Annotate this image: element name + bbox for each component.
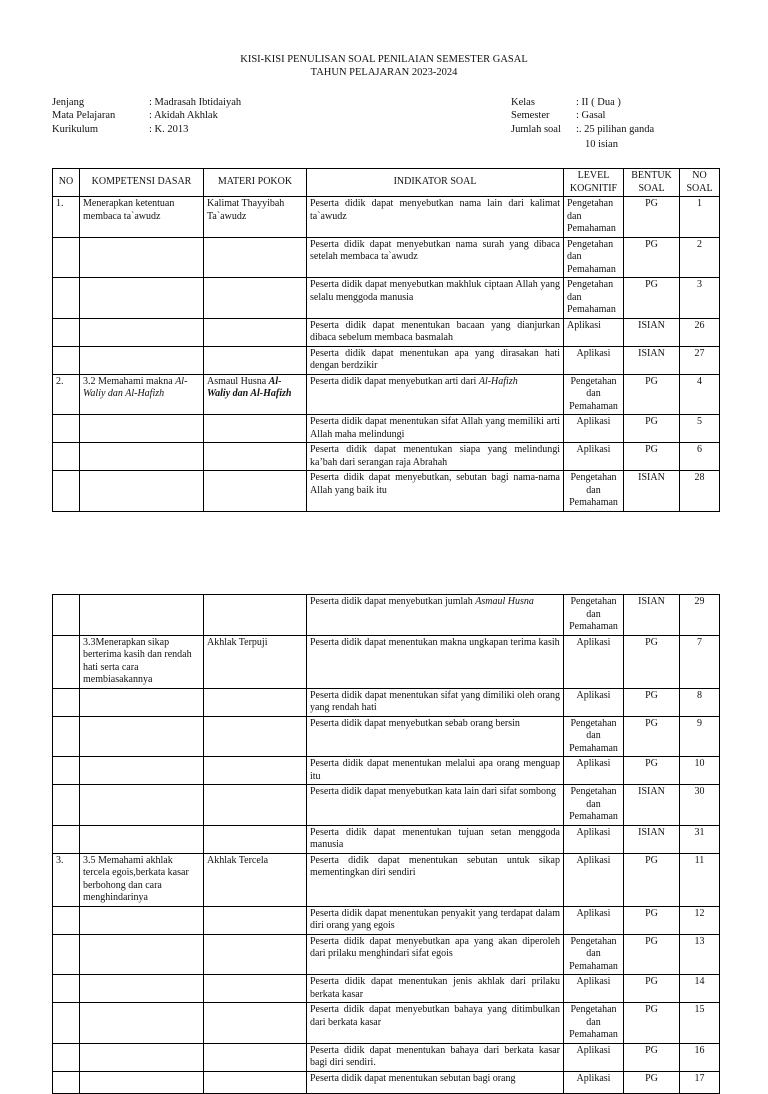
cell-bentuk: PG xyxy=(624,415,680,443)
cell-indikator xyxy=(307,374,564,415)
cell-kd xyxy=(80,688,204,716)
cell-indikator: Peserta didik dapat menentukan sifat yang dimiliki oleh orang yang rendah hati xyxy=(307,688,564,716)
cell-kd xyxy=(80,415,204,443)
cell-materi xyxy=(204,415,307,443)
table-row xyxy=(53,1003,720,1044)
cell-level: Aplikasi xyxy=(564,1043,624,1071)
cell-materi xyxy=(204,688,307,716)
cell-bentuk: PG xyxy=(624,374,680,415)
cell-no xyxy=(53,1043,80,1071)
cell-bentuk: ISIAN xyxy=(624,471,680,512)
info-label-semester: Semester xyxy=(511,110,550,121)
cell-kd xyxy=(80,1043,204,1071)
cell-indikator: Peserta didik dapat menentukan sebutan untuk sikap mementingkan diri sendiri xyxy=(307,853,564,906)
table-row xyxy=(53,757,720,785)
cell-kd xyxy=(80,595,204,636)
table-row xyxy=(53,975,720,1003)
cell-no xyxy=(53,595,80,636)
cell-level: Pengetahan dan Pemahaman xyxy=(564,1003,624,1044)
cell-kd xyxy=(80,934,204,975)
cell-bentuk: PG xyxy=(624,853,680,906)
indikator-emphasis: Al-Hafizh xyxy=(478,375,518,387)
table-row xyxy=(53,318,720,346)
cell-bentuk: PG xyxy=(624,635,680,688)
cell-bentuk: PG xyxy=(624,237,680,278)
cell-bentuk: PG xyxy=(624,1071,680,1093)
cell-indikator xyxy=(307,595,564,636)
table-row xyxy=(53,906,720,934)
cell-level: Aplikasi xyxy=(564,443,624,471)
cell-level: Pengetahan dan Pemahaman xyxy=(564,934,624,975)
info-label-jumlah-soal: Jumlah soal xyxy=(511,124,561,135)
cell-materi xyxy=(204,443,307,471)
cell-no xyxy=(53,975,80,1003)
col-header-level: LEVEL KOGNITIF xyxy=(564,169,624,197)
cell-no xyxy=(53,415,80,443)
cell-level: Aplikasi xyxy=(564,757,624,785)
cell-materi xyxy=(204,716,307,757)
cell-materi: Akhlak Terpuji xyxy=(204,635,307,688)
info-label-mapel: Mata Pelajaran xyxy=(52,110,116,121)
cell-bentuk: ISIAN xyxy=(624,825,680,853)
info-value-kelas: : II ( Dua ) xyxy=(576,97,621,108)
indikator-text: Peserta didik dapat menyebutkan arti dari xyxy=(310,375,479,387)
cell-no xyxy=(53,825,80,853)
cell-materi: Akhlak Tercela xyxy=(204,853,307,906)
cell-indikator: Peserta didik dapat menyebutkan sebab orang bersin xyxy=(307,716,564,757)
cell-kd xyxy=(80,1003,204,1044)
cell-no xyxy=(53,716,80,757)
cell-level: Aplikasi xyxy=(564,975,624,1003)
col-header-nosoal: NO SOAL xyxy=(680,169,720,197)
cell-indikator: Peserta didik dapat menyebutkan, sebutan bagi nama-nama Allah yang baik itu xyxy=(307,471,564,512)
cell-nosoal: 9 xyxy=(680,716,720,757)
table-row xyxy=(53,471,720,512)
col-header-materi: MATERI POKOK xyxy=(204,169,307,197)
cell-kd xyxy=(80,471,204,512)
cell-indikator: Peserta didik dapat menentukan sebutan bagi orang xyxy=(307,1071,564,1093)
cell-indikator: Peserta didik dapat menyebutkan apa yang akan diperoleh dari prilaku menghindari sifat egois xyxy=(307,934,564,975)
cell-kd xyxy=(80,237,204,278)
cell-kd: 3.5 Memahami akhlak tercela egois,berkata kasar berbohong dan cara menghindarinya xyxy=(80,853,204,906)
cell-bentuk: PG xyxy=(624,278,680,319)
cell-materi xyxy=(204,1071,307,1093)
cell-level: Pengetahan dan Pemahaman xyxy=(564,278,624,319)
materi-emphasis: Al-Waliy dan Al-Hafizh xyxy=(207,375,292,399)
cell-nosoal: 26 xyxy=(680,318,720,346)
cell-materi xyxy=(204,975,307,1003)
cell-bentuk: PG xyxy=(624,197,680,238)
cell-materi xyxy=(204,825,307,853)
table-row xyxy=(53,716,720,757)
cell-kd xyxy=(80,716,204,757)
cell-nosoal: 31 xyxy=(680,825,720,853)
cell-nosoal: 11 xyxy=(680,853,720,906)
cell-level: Aplikasi xyxy=(564,853,624,906)
info-label-jenjang: Jenjang xyxy=(52,97,85,108)
cell-nosoal: 29 xyxy=(680,595,720,636)
cell-level: Pengetahan dan Pemahaman xyxy=(564,237,624,278)
cell-materi xyxy=(204,757,307,785)
cell-nosoal: 3 xyxy=(680,278,720,319)
cell-kd xyxy=(80,757,204,785)
cell-no xyxy=(53,934,80,975)
table-row xyxy=(53,374,720,415)
cell-indikator: Peserta didik dapat menentukan bahaya dari berkata kasar bagi diri sendiri. xyxy=(307,1043,564,1071)
cell-indikator: Peserta didik dapat menentukan makna ungkapan terima kasih xyxy=(307,635,564,688)
cell-kd xyxy=(80,374,204,415)
table-row xyxy=(53,346,720,374)
cell-materi xyxy=(204,471,307,512)
table-row xyxy=(53,853,720,906)
cell-nosoal: 30 xyxy=(680,785,720,826)
table-row xyxy=(53,785,720,826)
cell-level: Aplikasi xyxy=(564,318,624,346)
cell-kd: Menerapkan ketentuan membaca ta`awudz xyxy=(80,197,204,238)
cell-materi xyxy=(204,934,307,975)
cell-kd xyxy=(80,825,204,853)
col-header-no: NO xyxy=(53,169,80,197)
cell-level: Aplikasi xyxy=(564,1071,624,1093)
table-row xyxy=(53,825,720,853)
cell-no: 2. xyxy=(53,374,80,415)
table-row xyxy=(53,237,720,278)
cell-kd: 3.3Menerapkan sikap berterima kasih dan rendah hati serta cara membiasakannya xyxy=(80,635,204,688)
cell-materi xyxy=(204,237,307,278)
cell-no xyxy=(53,471,80,512)
cell-indikator: Peserta didik dapat menyebutkan bahaya yang ditimbulkan dari berkata kasar xyxy=(307,1003,564,1044)
cell-level: Aplikasi xyxy=(564,635,624,688)
cell-indikator: Peserta didik dapat menentukan bacaan yang dianjurkan dibaca sebelum membaca basmalah xyxy=(307,318,564,346)
cell-indikator: Peserta didik dapat menyebutkan makhluk ciptaan Allah yang selalu menggoda manusia xyxy=(307,278,564,319)
indikator-emphasis: Asmaul Husna xyxy=(475,596,534,607)
col-header-indikator: INDIKATOR SOAL xyxy=(307,169,564,197)
cell-level: Aplikasi xyxy=(564,825,624,853)
cell-level: Pengetahan dan Pemahaman xyxy=(564,471,624,512)
info-label-kurikulum: Kurikulum xyxy=(52,124,99,135)
kisi-table-2 xyxy=(52,594,720,1094)
cell-indikator: Peserta didik dapat menentukan penyakit yang terdapat dalam diri orang yang egois xyxy=(307,906,564,934)
cell-no xyxy=(53,1003,80,1044)
cell-materi xyxy=(204,374,307,415)
cell-materi xyxy=(204,1043,307,1071)
cell-nosoal: 28 xyxy=(680,471,720,512)
cell-level: Pengetahan dan Pemahaman xyxy=(564,374,624,415)
cell-nosoal: 6 xyxy=(680,443,720,471)
cell-kd xyxy=(80,1071,204,1093)
info-value-semester: : Gasal xyxy=(576,110,606,121)
cell-kd xyxy=(80,785,204,826)
info-value-kurikulum: : K. 2013 xyxy=(149,124,189,135)
cell-materi xyxy=(204,906,307,934)
cell-indikator: Peserta didik dapat menentukan siapa yang melindungi ka’bah dari serangan raja Abrahah xyxy=(307,443,564,471)
cell-nosoal: 10 xyxy=(680,757,720,785)
cell-materi xyxy=(204,1003,307,1044)
cell-bentuk: ISIAN xyxy=(624,785,680,826)
table-header-row xyxy=(53,169,720,197)
table-row xyxy=(53,934,720,975)
cell-bentuk: PG xyxy=(624,688,680,716)
cell-nosoal: 13 xyxy=(680,934,720,975)
cell-level: Aplikasi xyxy=(564,906,624,934)
cell-bentuk: ISIAN xyxy=(624,346,680,374)
cell-bentuk: PG xyxy=(624,1043,680,1071)
cell-indikator: Peserta didik dapat menentukan apa yang dirasakan hati dengan berdzikir xyxy=(307,346,564,374)
info-value-jumlah-pg: :. 25 pilihan ganda xyxy=(576,124,655,135)
kd-text: 3.2 Memahami makna xyxy=(83,375,176,387)
cell-level: Aplikasi xyxy=(564,346,624,374)
info-value-jenjang: : Madrasah Ibtidaiyah xyxy=(149,97,242,108)
cell-nosoal: 27 xyxy=(680,346,720,374)
cell-nosoal: 15 xyxy=(680,1003,720,1044)
cell-bentuk: ISIAN xyxy=(624,595,680,636)
table-row xyxy=(53,415,720,443)
cell-nosoal: 7 xyxy=(680,635,720,688)
cell-kd xyxy=(80,443,204,471)
cell-indikator: Peserta didik dapat menyebutkan nama surah yang dibaca setelah membaca ta`awudz xyxy=(307,237,564,278)
doc-title: KISI-KISI PENULISAN SOAL PENILAIAN SEMESTER GASAL xyxy=(240,54,528,65)
cell-no xyxy=(53,635,80,688)
cell-bentuk: PG xyxy=(624,934,680,975)
cell-materi xyxy=(204,346,307,374)
table-row xyxy=(53,595,720,636)
col-header-bentuk: BENTUK SOAL xyxy=(624,169,680,197)
cell-indikator: Peserta didik dapat menyebutkan kata lain dari sifat sombong xyxy=(307,785,564,826)
cell-no xyxy=(53,346,80,374)
cell-indikator: Peserta didik dapat menentukan jenis akhlak dari prilaku berkata kasar xyxy=(307,975,564,1003)
cell-indikator: Peserta didik dapat menentukan sifat Allah yang memiliki arti Allah maha melindungi xyxy=(307,415,564,443)
table-row xyxy=(53,197,720,238)
cell-kd xyxy=(80,318,204,346)
cell-kd xyxy=(80,278,204,319)
doc-subtitle: TAHUN PELAJARAN 2023-2024 xyxy=(310,67,458,78)
cell-nosoal: 17 xyxy=(680,1071,720,1093)
info-label-kelas: Kelas xyxy=(511,97,535,108)
cell-materi xyxy=(204,318,307,346)
kisi-table-1 xyxy=(52,168,720,512)
cell-nosoal: 4 xyxy=(680,374,720,415)
cell-level: Aplikasi xyxy=(564,688,624,716)
table-row xyxy=(53,1071,720,1093)
cell-bentuk: PG xyxy=(624,906,680,934)
cell-bentuk: PG xyxy=(624,1003,680,1044)
table-row xyxy=(53,688,720,716)
cell-kd xyxy=(80,975,204,1003)
cell-nosoal: 8 xyxy=(680,688,720,716)
cell-kd xyxy=(80,906,204,934)
cell-no: 1. xyxy=(53,197,80,238)
info-value-jumlah-isian: 10 isian xyxy=(585,139,618,150)
materi-text: Asmaul Husna xyxy=(207,375,269,387)
cell-no xyxy=(53,785,80,826)
cell-level: Pengetahan dan Pemahaman xyxy=(564,785,624,826)
table-row xyxy=(53,443,720,471)
cell-no xyxy=(53,278,80,319)
info-value-mapel: : Akidah Akhlak xyxy=(149,110,218,121)
cell-no xyxy=(53,237,80,278)
cell-bentuk: PG xyxy=(624,443,680,471)
cell-nosoal: 14 xyxy=(680,975,720,1003)
cell-indikator: Peserta didik dapat menyebutkan nama lain dari kalimat ta`awudz xyxy=(307,197,564,238)
cell-no xyxy=(53,318,80,346)
cell-indikator: Peserta didik dapat menentukan tujuan setan menggoda manusia xyxy=(307,825,564,853)
cell-level: Pengetahan dan Pemahaman xyxy=(564,595,624,636)
cell-no xyxy=(53,757,80,785)
cell-level: Pengetahan dan Pemahaman xyxy=(564,716,624,757)
cell-level: Pengetahan dan Pemahaman xyxy=(564,197,624,238)
cell-no xyxy=(53,443,80,471)
cell-bentuk: PG xyxy=(624,975,680,1003)
cell-bentuk: ISIAN xyxy=(624,318,680,346)
indikator-text: Peserta didik dapat menyebutkan jumlah xyxy=(310,596,476,607)
cell-level: Aplikasi xyxy=(564,415,624,443)
col-header-kd: KOMPETENSI DASAR xyxy=(80,169,204,197)
cell-indikator: Peserta didik dapat menentukan melalui apa orang menguap itu xyxy=(307,757,564,785)
table-row xyxy=(53,1043,720,1071)
table-row xyxy=(53,278,720,319)
cell-bentuk: PG xyxy=(624,716,680,757)
cell-nosoal: 12 xyxy=(680,906,720,934)
cell-materi: Kalimat Thayyibah Ta`awudz xyxy=(204,197,307,238)
table-row xyxy=(53,635,720,688)
cell-bentuk: PG xyxy=(624,757,680,785)
cell-nosoal: 16 xyxy=(680,1043,720,1071)
cell-materi xyxy=(204,595,307,636)
cell-no xyxy=(53,1071,80,1093)
cell-nosoal: 2 xyxy=(680,237,720,278)
cell-nosoal: 1 xyxy=(680,197,720,238)
cell-materi xyxy=(204,278,307,319)
cell-materi xyxy=(204,785,307,826)
cell-kd xyxy=(80,346,204,374)
kd-emphasis: Al-Waliy dan Al-Hafizh xyxy=(83,375,188,399)
cell-no xyxy=(53,906,80,934)
cell-nosoal: 5 xyxy=(680,415,720,443)
cell-no xyxy=(53,688,80,716)
cell-no: 3. xyxy=(53,853,80,906)
